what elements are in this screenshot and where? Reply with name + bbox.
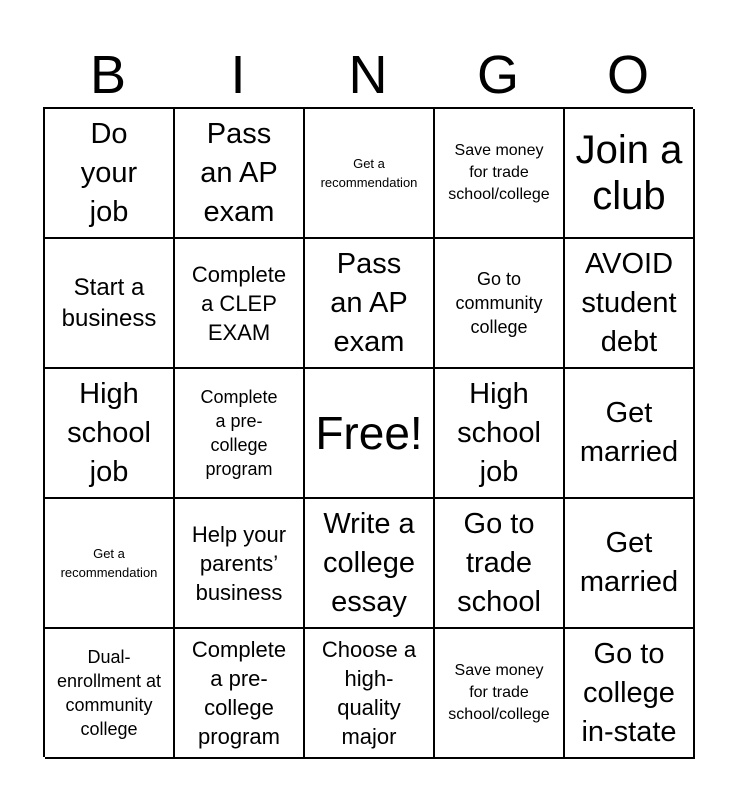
- bingo-cell[interactable]: [305, 239, 435, 369]
- cell-label: Complete a CLEP EXAM: [191, 261, 287, 345]
- bingo-cell[interactable]: [565, 499, 695, 629]
- bingo-cell[interactable]: [565, 239, 695, 369]
- cell-label: Save money for trade school/college: [448, 142, 550, 203]
- header-letter-n: N: [348, 45, 388, 105]
- bingo-cell[interactable]: [45, 109, 175, 239]
- cell-label: Dual- enrollment at community college: [56, 647, 162, 739]
- bingo-cell[interactable]: [435, 499, 565, 629]
- cell-label: Get married: [579, 397, 679, 468]
- bingo-cell[interactable]: [45, 499, 175, 629]
- bingo-header: [43, 44, 693, 106]
- cell-label: Save money for trade school/college: [448, 662, 550, 723]
- cell-label: Complete a pre- college program: [200, 387, 278, 479]
- cell-label: Get a recommendation: [60, 546, 158, 580]
- bingo-cell[interactable]: [435, 109, 565, 239]
- bingo-cell[interactable]: [565, 629, 695, 759]
- cell-label: Join a club: [575, 128, 683, 218]
- cell-label: Complete a pre- college program: [191, 637, 287, 749]
- free-space-cell[interactable]: [305, 369, 435, 499]
- cell-label: Do your job: [80, 117, 138, 228]
- bingo-cell[interactable]: [435, 629, 565, 759]
- bingo-cell[interactable]: [175, 369, 305, 499]
- bingo-cell[interactable]: [565, 369, 695, 499]
- bingo-cell[interactable]: [565, 109, 695, 239]
- cell-label: High school job: [67, 377, 151, 488]
- cell-label: Pass an AP exam: [200, 117, 278, 228]
- bingo-cell[interactable]: [435, 239, 565, 369]
- cell-label: Choose a high- quality major: [321, 637, 417, 749]
- bingo-cell[interactable]: [175, 109, 305, 239]
- bingo-cell[interactable]: [305, 499, 435, 629]
- bingo-cell[interactable]: [45, 369, 175, 499]
- cell-label: Start a business: [61, 274, 157, 332]
- header-letter-i: I: [230, 45, 246, 105]
- cell-label: Go to community college: [455, 269, 543, 337]
- cell-label: Get married: [579, 527, 679, 598]
- cell-label: Help your parents’ business: [191, 521, 287, 605]
- bingo-cell[interactable]: [305, 629, 435, 759]
- bingo-cell[interactable]: [175, 239, 305, 369]
- bingo-cell[interactable]: [175, 629, 305, 759]
- bingo-cell[interactable]: [45, 239, 175, 369]
- cell-label: Pass an AP exam: [330, 247, 408, 358]
- bingo-cell[interactable]: [175, 499, 305, 629]
- header-letter-b: B: [89, 45, 127, 105]
- cell-label: High school job: [457, 377, 541, 488]
- cell-label: Get a recommendation: [320, 156, 418, 190]
- free-space-label: Free!: [315, 407, 423, 459]
- header-letter-g: G: [476, 45, 519, 105]
- cell-label: Go to trade school: [457, 507, 541, 618]
- bingo-cell[interactable]: [45, 629, 175, 759]
- cell-label: Go to college in-state: [581, 637, 677, 748]
- bingo-board: [43, 107, 693, 757]
- cell-label: Write a college essay: [323, 507, 415, 618]
- cell-label: AVOID student debt: [581, 247, 677, 358]
- bingo-cell[interactable]: [305, 109, 435, 239]
- header-letter-o: O: [606, 45, 649, 105]
- bingo-cell[interactable]: [435, 369, 565, 499]
